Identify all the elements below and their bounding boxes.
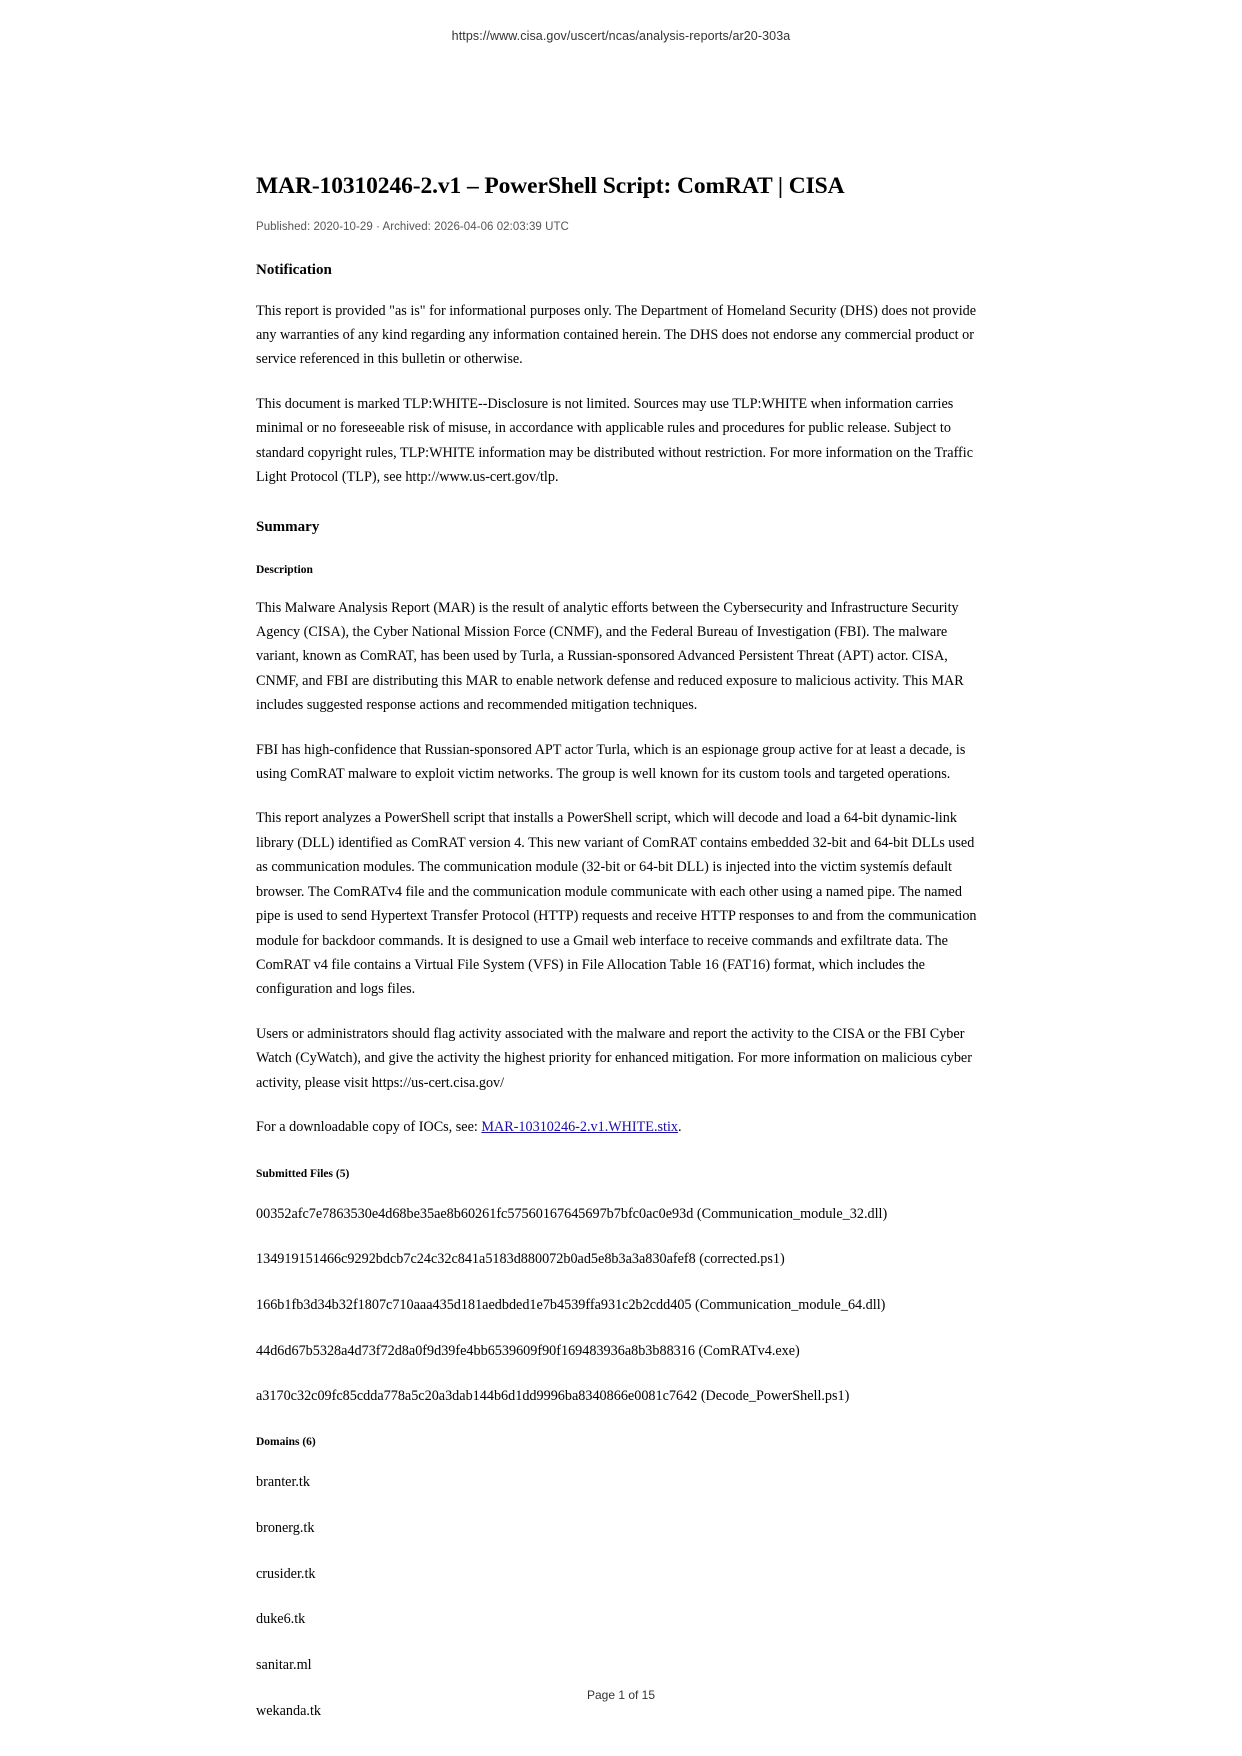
notification-paragraph-2: This document is marked TLP:WHITE--Disclosure is not limited. Sources may use TLP:WHITE when information carries minimal or no foreseeable risk of misuse, in accordance with applicable rules and procedures for public release. Subject to standard copyright rules, TLP:WHITE information may be distributed without restriction. For more information on the Traffic Light Protocol (TLP), see http://www.us-cert.gov/tlp. <box>256 395 973 486</box>
list-item: wekanda.tk <box>256 1702 322 1719</box>
description-paragraph-2: FBI has high-confidence that Russian-sponsored APT actor Turla, which is an espionage group active for at least a decade, is using ComRAT malware to exploit victim networks. The group is well known for its custom tools and targeted operations. <box>256 741 966 783</box>
description-paragraph-3: This report analyzes a PowerShell script that installs a PowerShell script, which will decode and load a 64-bit dynamic-link library (DLL) identified as ComRAT version 4. This new variant of ComRAT contains embedded 32-bit and 64-bit DLLs used as communication modules. The communication module (32-bit or 64-bit DLL) is injected into the victim systemís default browser. The ComRATv4 file and the communication module communicate with each other using a named pipe. The named pipe is used to send Hypertext Transfer Protocol (HTTP) requests and receive HTTP responses to and from the communication module for backdoor commands. It is designed to use a Gmail web interface to receive commands and exfiltrate data. The ComRAT v4 file contains a Virtual File System (VFS) in File Allocation Table 16 (FAT16) format, which includes the configuration and logs files. <box>256 810 977 998</box>
stix-download-link[interactable]: MAR-10310246-2.v1.WHITE.stix <box>481 1119 679 1136</box>
notification-paragraph-1: This report is provided "as is" for informational purposes only. The Department of Homeland Security (DHS) does not provide any warranties of any kind regarding any information contained herein. The DHS does not endorse any commercial product or service referenced in this bulletin or otherwise. <box>256 302 977 368</box>
ioc-download-prefix: For a downloadable copy of IOCs, see: <box>256 1119 482 1136</box>
description-paragraph-1: This Malware Analysis Report (MAR) is the result of analytic efforts between the Cybersecurity and Infrastructure Security Agency (CISA), the Cyber National Mission Force (CNMF), and the Federal Bureau of Investigation (FBI). The malware variant, known as ComRAT, has been used by Turla, a Russian-sponsored Advanced Persistent Threat (APT) actor. CISA, CNMF, and FBI are distributing this MAR to enable network defense and reduced exposure to malicious activity. This MAR includes suggested response actions and recommended mitigation techniques. <box>256 599 964 714</box>
list-item: 166b1fb3d34b32f1807c710aaa435d181aedbded1e7b4539ffa931c2b2cdd405 (Communication_module_64.dll) <box>256 1296 886 1313</box>
list-item: 44d6d67b5328a4d73f72d8a0f9d39fe4bb6539609f90f169483936a8b3b88316 (ComRATv4.exe) <box>256 1342 800 1359</box>
section-heading-notification: Notification <box>256 261 332 278</box>
section-heading-summary: Summary <box>256 518 320 535</box>
list-item: branter.tk <box>256 1474 310 1491</box>
subsection-heading-domains: Domains (6) <box>256 1436 316 1449</box>
subsection-heading-description: Description <box>256 563 313 576</box>
list-item: duke6.tk <box>256 1611 306 1628</box>
description-paragraph-4: Users or administrators should flag activity associated with the malware and report the activity to the CISA or the FBI Cyber Watch (CyWatch), and give the activity the highest priority for enhanced mitigation. For more information on malicious cyber activity, please visit https://us-cert.cisa.gov/ <box>256 1025 972 1091</box>
list-item: sanitar.ml <box>256 1656 312 1673</box>
document-meta: Published: 2020-10-29 · Archived: 2026-04-06 02:03:39 UTC <box>256 220 569 233</box>
ioc-download-suffix: . <box>678 1119 682 1136</box>
document-body <box>256 43 986 1722</box>
ioc-download-line <box>256 1115 986 1139</box>
domains-list <box>256 1471 986 1722</box>
list-item: 00352afc7e7863530e4d68be35ae8b60261fc57560167645697b7bfc0ac0e93d (Communication_module_32.dll) <box>256 1205 888 1222</box>
page-footer: Page 1 of 15 <box>586 1688 656 1702</box>
list-item: a3170c32c09fc85cdda778a5c20a3dab144b6d1dd9996ba8340866e0081c7642 (Decode_PowerShell.ps1) <box>256 1388 850 1405</box>
page-title: MAR-10310246-2.v1 – PowerShell Script: ComRAT | CISA <box>256 173 845 199</box>
list-item: bronerg.tk <box>256 1519 315 1536</box>
submitted-files-list <box>256 1203 986 1409</box>
source-url: https://www.cisa.gov/uscert/ncas/analysis-reports/ar20-303a <box>451 29 791 43</box>
subsection-heading-submitted-files: Submitted Files (5) <box>256 1167 350 1180</box>
list-item: 134919151466c9292bdcb7c24c32c841a5183d880072b0ad5e8b3a3a830afef8 (corrected.ps1) <box>256 1251 785 1268</box>
list-item: crusider.tk <box>256 1565 316 1582</box>
